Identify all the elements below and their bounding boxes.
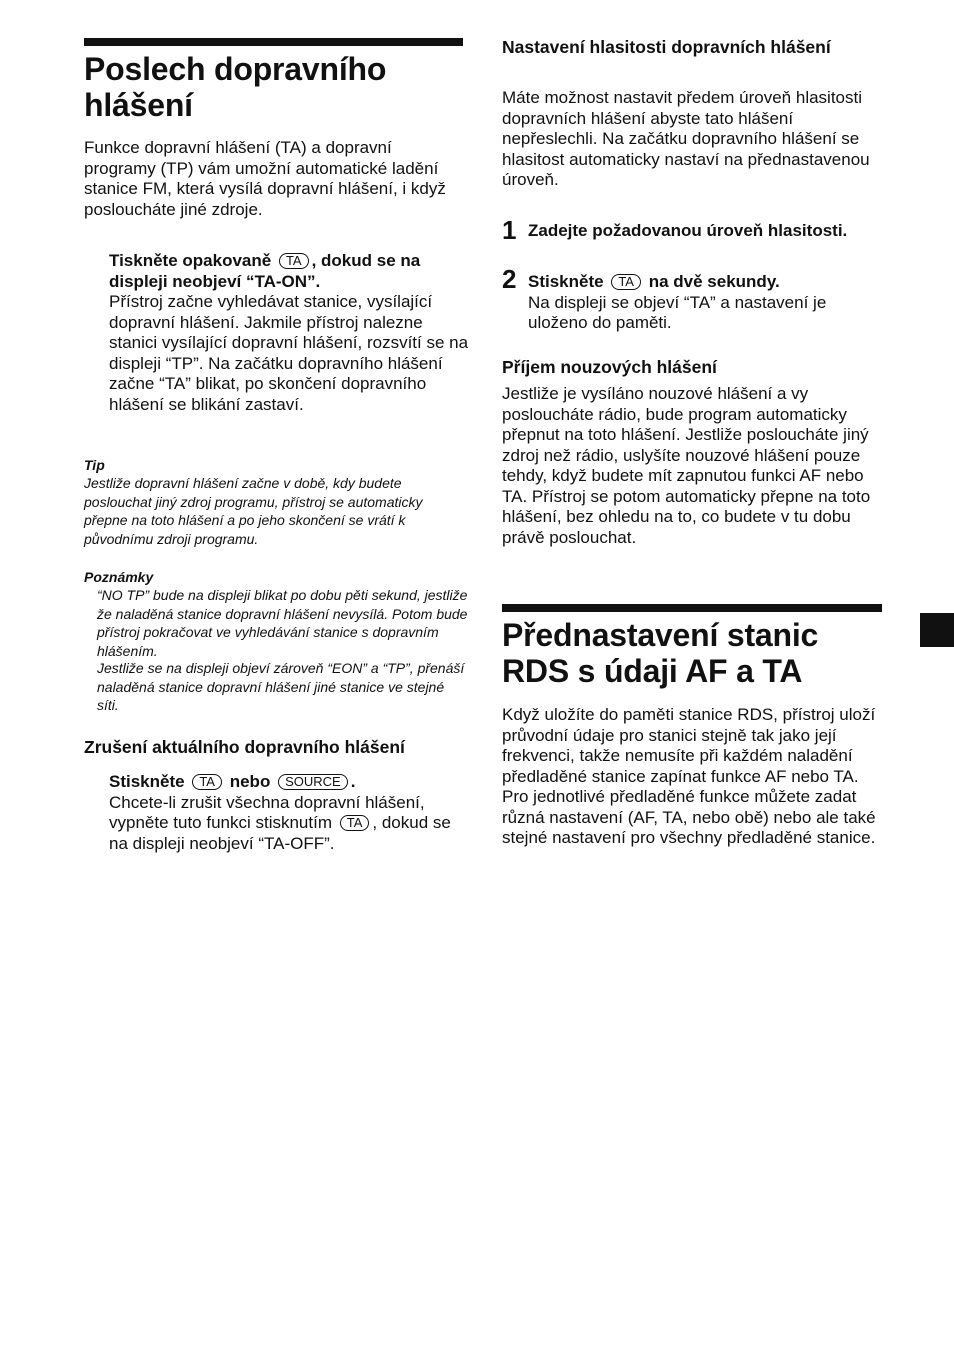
step-1-text: Zadejte požadovanou úroveň hlasitosti.	[528, 221, 848, 240]
side-tab-marker	[920, 613, 954, 647]
step-2-instruction: Stiskněte TA na dvě sekundy.	[528, 272, 780, 291]
cancel-heading: Zrušení aktuálního dopravního hlášení	[84, 737, 405, 757]
ta-button-icon: TA	[340, 815, 370, 831]
cancel-instruction: Stiskněte TA nebo SOURCE .	[109, 772, 356, 791]
title-line-1: Poslech dopravního	[84, 51, 387, 87]
note-2: Jestliže se na displeji objeví zároveň “EON” a “TP”, přenáší naladěná stanice dopravní hlášení jiné stanice ve stejné síti.	[97, 660, 465, 713]
step-2-number: 2	[502, 264, 517, 294]
source-button-icon: SOURCE	[278, 774, 348, 790]
step-2-block	[528, 272, 878, 334]
volume-text: Máte možnost nastavit předem úroveň hlasitosti dopravních hlášení abyste tato hlášení nepřeslechli. Na začátku dopravního hlášení se hlasitost automaticky nastaví na přednastavenou úroveň.	[502, 88, 870, 189]
intro-paragraph: Funkce dopravní hlášení (TA) a dopravní programy (TP) vám umožní automatické ladění stanice FM, která vysílá dopravní hlášení, i když posloucháte jiné zdroje.	[84, 138, 446, 219]
title-line-1: Přednastavení stanic	[502, 617, 819, 653]
ta-button-icon: TA	[611, 274, 641, 290]
section-rule-left	[84, 38, 463, 46]
ta-button-icon: TA	[192, 774, 222, 790]
section-title-preset	[502, 617, 922, 689]
instruction-text: Přístroj začne vyhledávat stanice, vysílající dopravní hlášení. Jakmile přístroj nalezne stanici vysílající dopravní hlášení, rozsvítí se na displeji “TP”. Na začátku dopravního hlášení začne “TA” blikat, po skončení dopravního hlášení se blikání zastaví.	[109, 292, 469, 414]
cancel-text: Chcete-li zrušit všechna dopravní hlášení, vypněte tuto funkci stisknutím TA , dokud se na displeji neobjeví “TA-OFF”.	[109, 792, 451, 853]
tip-text: Jestliže dopravní hlášení začne v době, kdy budete poslouchat jiný zdroj programu, přístroj se automaticky přepne na toto hlášení a po jeho skončení se vrátí k původnímu zdroji programu.	[84, 475, 423, 547]
preset-text: Když uložíte do paměti stanice RDS, přístroj uloží průvodní údaje pro stanici stejně tak jako její frekvenci, takže nemusíte při každém naladění předladěné stanice zapínat funkce AF nebo TA. Pro jednotlivé předladěné funkce můžete zadat různá nastavení (AF, TA, nebo obě) nebo ale také stejné nastavení pro všechny předladěné stanice.	[502, 705, 876, 847]
tip-heading: Tip	[84, 457, 105, 473]
title-line-2: hlášení	[84, 87, 193, 123]
note-1: “NO TP” bude na displeji blikat po dobu pěti sekund, jestliže že naladěná stanice dopravní hlášení nevysílá. Potom bude přístroj pokračovat ve vyhledávání stanice s dopravním hlášením.	[97, 587, 468, 659]
section-rule-right	[502, 604, 882, 612]
volume-heading: Nastavení hlasitosti dopravních hlášení	[502, 37, 831, 57]
emergency-text: Jestliže je vysíláno nouzové hlášení a vy posloucháte rádio, bude program automaticky přepnut na toto hlášení. Jestliže posloucháte jiný zdroj než rádio, uslyšíte nouzové hlášení pouze tehdy, když budete mít zapnutou funkci AF nebo TA. Přístroj se potom automaticky přepne na toto hlášení, bez ohledu na to, co budete v tu dobu právě poslouchat.	[502, 384, 871, 547]
section-title-traffic	[84, 51, 470, 123]
emergency-heading: Příjem nouzových hlášení	[502, 357, 717, 377]
step-1-number: 1	[502, 215, 517, 245]
cancel-block	[109, 772, 469, 854]
instruction-heading: Tiskněte opakovaně TA , dokud se na displeji neobjeví “TA-ON”.	[109, 251, 421, 291]
step-2-text: Na displeji se objeví “TA” a nastavení je uloženo do paměti.	[528, 292, 827, 332]
ta-button-icon: TA	[279, 253, 309, 269]
title-line-2: RDS s údaji AF a TA	[502, 653, 803, 689]
notes-heading: Poznámky	[84, 569, 154, 585]
instruction-block	[109, 251, 469, 415]
